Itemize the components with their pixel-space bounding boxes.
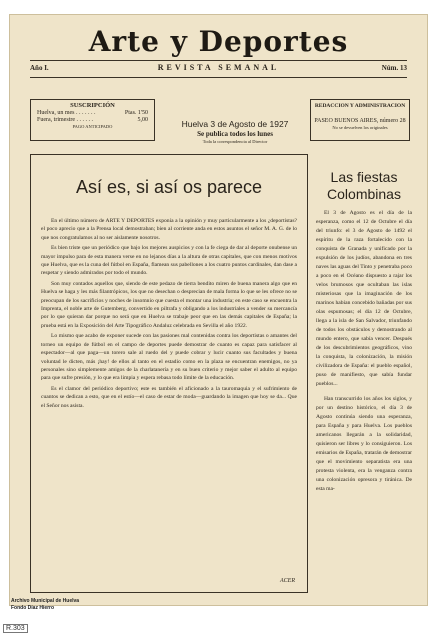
subscription-row-price: 5,00 bbox=[137, 117, 148, 123]
masthead-title: Arte y Deportes bbox=[88, 25, 349, 58]
article-paragraph: Lo mismo que acabo de exponer sucede con las pasiones mal contenidas contra los deportistas o amantes del torneo un equipo de fútbol en el campo de deportes puede demostrar de cuanto es capaz para satisfacer al espectador—al que paga—un torero sale al ruedo del y puede cobrar y lucir cuanto sus facultades y buena voluntad le dicten, más ¡hay! de ellos al tanto en el estadio como en la plaza se encuentran enemigos, no ya personales sino simplemente amigos de la charlatanería y en su buen criterio y mejor saber el adulto al equipo para que sufre presión, y lo que era limpia y espera rebasa todo límite de la educación. bbox=[41, 333, 297, 382]
sidebar-paragraph: El 3 de Agosto es el día de la esperanza, como el 12 de Octubre el día del triunfo: el 3 de Agosto de 1492 el espíritu de la raza fortalecido con la conquista de Granada y unificado por la expulsión de los judíos, abandona en tres naves las aguas del Tinto y penetraba poco a poco en el Océano dispuesto a rajar los velos brumosos que ocultaban las islas misteriosas que la imaginación de los marinos habían concebido bañadas por sus olas espumosas; el día 12 de Octubre, llega a la isla de San Salvador, triunfando de todos los obstáculos y demostrando al mundo entero, que sabía vencer. Después de los descubrimientos geográficos, vino la conquista, la colonización, la misión civilizadora de España: el pueblo español, puso de manifiesto, que sabía fundar pueblos... bbox=[316, 210, 412, 387]
article-title: Así es, si así os parece bbox=[75, 177, 263, 197]
archive-stamp bbox=[11, 598, 79, 611]
office-box bbox=[310, 99, 410, 141]
subscription-title: SUSCRIPCIÓN bbox=[70, 102, 115, 109]
subscription-row-label: Fuera, trimestre . . . . . . bbox=[37, 117, 93, 123]
archive-line: Archivo Municipal de Huelva bbox=[11, 598, 80, 604]
archive-line: Fondo Díaz Hierro bbox=[11, 604, 55, 611]
sidebar-title: Las fiestas Colombinas bbox=[327, 169, 401, 202]
issue-info bbox=[160, 119, 310, 144]
rule-top bbox=[30, 60, 407, 61]
office-note: No se devuelven los originales bbox=[332, 125, 388, 130]
article-body bbox=[41, 217, 297, 412]
masthead-subtitle: REVISTA SEMANAL bbox=[157, 63, 280, 72]
sidebar-paragraph: Han transcurrido los años los siglos, y por un destino histórico, el día 3 de Agosto continúa siendo una esperanza, para España y para Huelva. Los pueblos americanos llegarán a la solidaridad, quisieron ser libres y lo consiguieron. Los emisarios de España, tratarán de demostrar que el movimiento separatista era una protesta violenta, era la venganza contra una colonización opresora y tiránica. De esta ma- bbox=[316, 396, 412, 492]
subscription-row-price: Ptas. 1'50 bbox=[124, 110, 148, 116]
subscription-box bbox=[30, 99, 155, 141]
article-paragraph: Es el clamor del periódico deportivo; este es también el aficionado a la tauromaquia y el sufrimiento de cuantos se dedican a esto, que en el estío—el caso de estar de moda—guardando la imagen que hoy se da... Que el Señor nos asista. bbox=[41, 385, 297, 409]
subscription-row bbox=[37, 110, 148, 116]
archive-reference: R.303 bbox=[3, 624, 28, 633]
rule-bottom bbox=[30, 77, 407, 78]
office-address: PASEO BUENOS AIRES, número 28 bbox=[314, 118, 406, 124]
subscription-note: PAGO ANTICIPADO bbox=[72, 124, 113, 129]
issue-date: Huelva 3 de Agosto de 1927 bbox=[181, 119, 289, 129]
main-article bbox=[30, 154, 308, 593]
issue-number: Núm. 13 bbox=[381, 64, 407, 72]
subscription-row bbox=[37, 117, 148, 123]
subscription-row-label: Huelva, un mes . . . . . . . bbox=[37, 110, 96, 116]
sidebar-article bbox=[316, 169, 412, 494]
newspaper-page bbox=[9, 14, 428, 606]
year-label: Año I. bbox=[30, 64, 49, 72]
article-signature: ACER bbox=[280, 578, 295, 584]
office-title: REDACCION Y ADMINISTRACION bbox=[314, 103, 406, 109]
issue-frequency: Se publica todos los lunes bbox=[197, 130, 273, 138]
article-paragraph: En el último número de ARTE Y DEPORTES exponía a la opinión y muy particularmente a los ¿deportistas? el poco aprecio que a la Prensa local demostraban; bien al corriente anda en estos asuntos el señor M. A. G. de lo que nos congratulamos al no ser aislamente nosotros. bbox=[41, 218, 297, 241]
masthead-subline bbox=[30, 62, 407, 76]
article-paragraph: Son muy contados aquellos que, siendo de este pedazo de tierra bendito miren de buena manera algo que en Huelva se haga y les más filantrópicos, los que no desechan o desprecian de mala forma lo que se les ofrece no se preocupan de los sacrificios y noches de insomnio que cuesta el montar una industria; en este caso se encuentra la Imprenta, el noble arte de Gutemberg, convertido en piltrafa y obligando a los industriales a vender su mercancía por lo que quieran dar porque no será que en Huelva se trabaje peor que en las demás capitales de España; la prueba está en la Exposición del Arte Tipográfico Andaluz celebrada en Sevilla el año 1922. bbox=[41, 280, 297, 329]
issue-editor: Toda la correspondencia al Director bbox=[202, 139, 268, 144]
article-paragraph: Es bien triste que un periódico que bajo los mejores auspicios y con la fe ciega de dar al deporte onubense un mayor impulso para de esta manera verse en no lejanos días a la altura de otras capitales, que con menos motivos que Huelva, que es la cuna del fútbol en España, flamean sus pabellones a los cuatro puntos cardinales, dan dase a respetar y siendo admirados por todo el mundo. bbox=[41, 245, 297, 277]
